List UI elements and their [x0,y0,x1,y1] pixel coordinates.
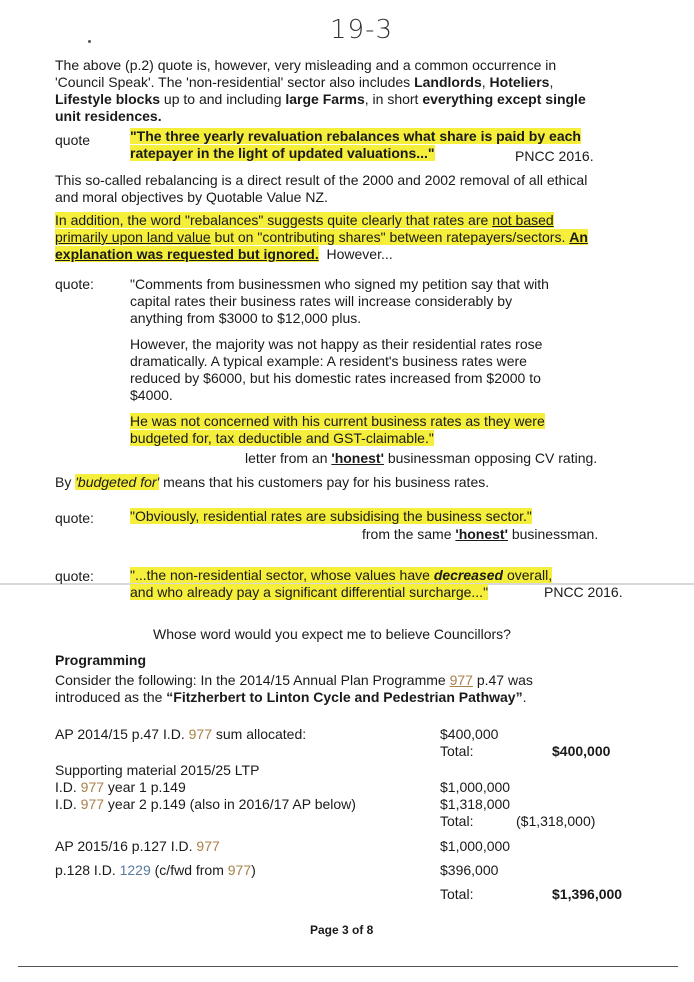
programming-paragraph: Consider the following: In the 2014/15 Annual Plan Programme 977 p.47 was introduced as the “Fitzherbert to Linton Cycle and Pedestrian Pathway”. [55,672,533,705]
budget-value-ap-2014: $400,000 [440,726,499,742]
total1-value: $400,000 [552,743,611,759]
total2-label: Total: [440,813,474,829]
budget-value-year2: $1,318,000 [440,796,511,812]
quote2-text: "Comments from businessmen who signed my petition say that with capital rates their business rates will increase considerably by anything from $3000 to $12,000 plus. However, the majority was not happy as their residential rates rose dramatically. A typical example: A resident's business rates were reduced by $6000, but his domestic rates increased from $2000 to $4000. He was not concerned with his current business rates as they were budgeted for, tax deductible and GST-claimable." [130,276,549,446]
quote3-source: from the same 'honest' businessman. [362,526,599,542]
budget-row-ap-2015: AP 2015/16 p.127 I.D. 977 [55,838,220,854]
programming-heading: Programming [55,652,147,668]
quote1-source: PNCC 2016. [515,148,594,164]
budget-row-year2: I.D. 977 year 2 p.149 (also in 2016/17 AP below) [55,796,356,812]
budget-value-ap-2015: $1,000,000 [440,838,511,854]
budget-row-p128: p.128 I.D. 1229 (c/fwd from 977) [55,862,256,878]
quote4-source: PNCC 2016. [544,584,623,600]
total1-label: Total: [440,743,474,759]
councillors-question: Whose word would you expect me to believe Councillors? [153,626,511,642]
budget-value-p128: $396,000 [440,862,499,878]
rebalancing-paragraph: This so-called rebalancing is a direct result of the 2000 and 2002 removal of all ethical and moral objectives by Quotable Value NZ. [55,172,588,205]
quote2-label: quote: [55,276,94,292]
budget-row-year1: I.D. 977 year 1 p.149 [55,779,186,795]
total2-value: ($1,318,000) [516,813,596,829]
budget-row-ap-2014: AP 2014/15 p.47 I.D. 977 sum allocated: [55,726,307,742]
stray-mark [88,40,91,43]
quote4-label: quote: [55,568,94,584]
quote1-text: "The three yearly revaluation rebalances what share is paid by each ratepayer in the light of updated valuations..." [130,128,581,161]
quote3-label: quote: [55,510,94,526]
footer-rule [18,966,678,967]
total3-value: $1,396,000 [552,886,623,902]
handwritten-page-number: 19-3 [330,15,394,45]
budget-value-year1: $1,000,000 [440,779,511,795]
page-number: Page 3 of 8 [310,923,374,937]
total3-label: Total: [440,886,474,902]
quote2-source: letter from an 'honest' businessman opposing CV rating. [245,450,598,466]
intro-paragraph: The above (p.2) quote is, however, very misleading and a common occurrence in 'Council Speak'. The 'non-residential' sector also includes Landlords, Hoteliers, Lifestyle blocks up to and including large Farms, in short everything except single unit residences. [55,57,586,124]
quote1-label: quote [55,132,91,148]
explanation-paragraph: In addition, the word "rebalances" suggests quite clearly that rates are not based primarily upon land value but on "contributing shares" between ratepayers/sectors. An explanation was requested but ignored. However... [55,212,588,262]
budget-row-supporting: Supporting material 2015/25 LTP [55,762,260,778]
budgeted-for-paragraph: By 'budgeted for' means that his customers pay for his business rates. [55,474,490,490]
quote3-text: "Obviously, residential rates are subsidising the business sector." [130,508,532,524]
quote4-text: "...the non-residential sector, whose values have decreased overall, and who already pay a significant differential surcharge..." [130,567,553,600]
